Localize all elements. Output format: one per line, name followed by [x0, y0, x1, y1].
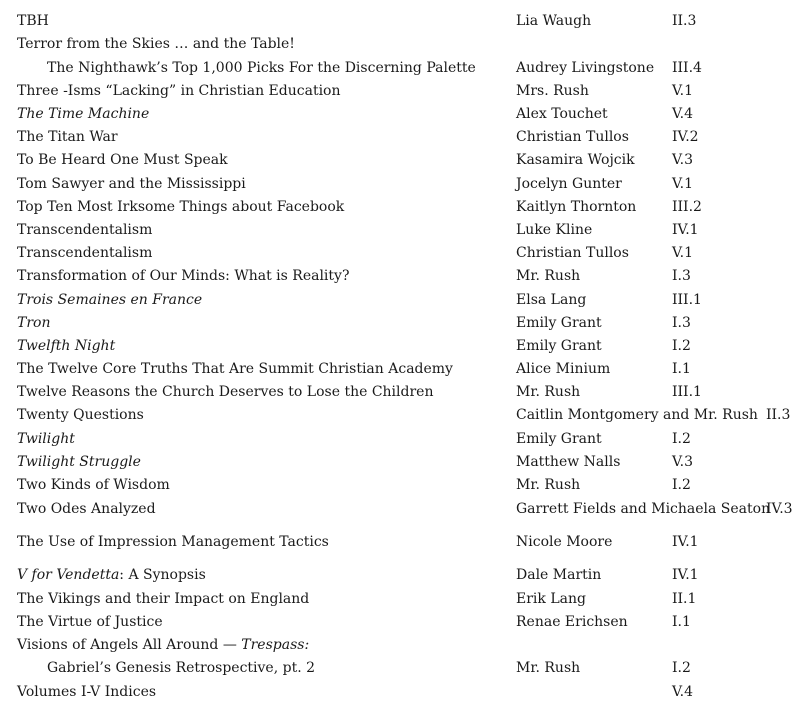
- entry-author: Alice Minium: [516, 361, 611, 377]
- entry-author: Emily Grant: [516, 338, 602, 354]
- list-item: [0, 498, 808, 521]
- entry-author: Audrey Livingstone: [516, 60, 655, 76]
- list-item: [0, 634, 808, 657]
- entry-issue: I.3: [672, 315, 691, 331]
- entry-title: To Be Heard One Must Speak: [17, 152, 228, 168]
- entry-issue: II.3: [766, 407, 791, 423]
- list-item: [0, 657, 808, 680]
- entry-issue: V.1: [672, 83, 694, 99]
- entry-author: Jocelyn Gunter: [516, 176, 622, 192]
- entry-author: Garrett Fields and Michaela Seaton: [516, 501, 771, 517]
- entry-title-rest: : A Synopsis: [119, 567, 206, 583]
- entry-title: [17, 634, 309, 657]
- list-item: [0, 358, 808, 381]
- entry-title: The Use of Impression Management Tactics: [17, 534, 329, 550]
- entry-title: Top Ten Most Irksome Things about Facebook: [17, 199, 345, 215]
- entry-author: Mrs. Rush: [516, 83, 589, 99]
- entry-author: Mr. Rush: [516, 268, 581, 284]
- entry-title: Gabriel’s Genesis Retrospective, pt. 2: [47, 660, 316, 676]
- entry-author: Mr. Rush: [516, 384, 581, 400]
- entry-title: Tom Sawyer and the Mississippi: [17, 176, 246, 192]
- entry-issue: I.2: [672, 338, 691, 354]
- entry-author: Erik Lang: [516, 591, 586, 607]
- list-item: [0, 451, 808, 474]
- entry-title: The Virtue of Justice: [17, 614, 163, 630]
- list-item: [0, 242, 808, 265]
- entry-author: Luke Kline: [516, 222, 593, 238]
- entry-issue: V.1: [672, 176, 694, 192]
- list-item: [0, 10, 808, 33]
- entry-issue: IV.1: [672, 534, 699, 550]
- entry-author: Christian Tullos: [516, 245, 629, 261]
- entry-issue: V.3: [672, 454, 694, 470]
- entry-issue: IV.3: [766, 501, 793, 517]
- entry-issue: II.1: [672, 591, 697, 607]
- list-item: [0, 219, 808, 242]
- entry-title: Twelve Reasons the Church Deserves to Lose the Children: [17, 384, 434, 400]
- list-item: [0, 173, 808, 196]
- entry-title: Transcendentalism: [17, 222, 153, 238]
- list-item: [0, 404, 808, 427]
- entry-title: Transcendentalism: [17, 245, 153, 261]
- list-item: [0, 149, 808, 172]
- entry-title: Tron: [17, 315, 51, 331]
- list-item: [0, 57, 808, 80]
- entry-title: The Twelve Core Truths That Are Summit Christian Academy: [17, 361, 453, 377]
- entry-title: Twilight: [17, 431, 75, 447]
- entry-author: Mr. Rush: [516, 477, 581, 493]
- entry-title: Twenty Questions: [17, 407, 144, 423]
- entry-author: Nicole Moore: [516, 534, 613, 550]
- entry-title: The Nighthawk’s Top 1,000 Picks For the Discerning Palette: [47, 60, 476, 76]
- entry-author: Kaitlyn Thornton: [516, 199, 637, 215]
- entry-author: Mr. Rush: [516, 660, 581, 676]
- list-item: [0, 474, 808, 497]
- list-item: [0, 312, 808, 335]
- entry-issue: II.3: [672, 13, 697, 29]
- list-item: [0, 564, 808, 587]
- entry-title: [17, 564, 206, 587]
- list-item: [0, 126, 808, 149]
- list-item: [0, 681, 808, 704]
- entry-title-italic: V for Vendetta: [17, 567, 120, 583]
- entry-author: Christian Tullos: [516, 129, 629, 145]
- entry-issue: III.4: [672, 60, 702, 76]
- entry-title: Two Odes Analyzed: [17, 501, 156, 517]
- entry-author: Emily Grant: [516, 315, 602, 331]
- entry-title: The Time Machine: [17, 106, 150, 122]
- entry-title: Terror from the Skies … and the Table!: [17, 36, 295, 52]
- entry-issue: V.1: [672, 245, 694, 261]
- list-item: [0, 611, 808, 634]
- entry-title-italic: Trespass:: [241, 637, 310, 653]
- list-item: [0, 289, 808, 312]
- list-item: [0, 335, 808, 358]
- list-item: [0, 80, 808, 103]
- entry-title-lead: Visions of Angels All Around —: [17, 637, 242, 653]
- entry-title: Trois Semaines en France: [17, 292, 203, 308]
- entry-title: Twilight Struggle: [17, 454, 141, 470]
- entry-issue: I.2: [672, 431, 691, 447]
- entry-title: Two Kinds of Wisdom: [17, 477, 170, 493]
- entry-issue: III.2: [672, 199, 702, 215]
- entry-author: Elsa Lang: [516, 292, 587, 308]
- entry-issue: I.2: [672, 477, 691, 493]
- entry-title: Volumes I-V Indices: [17, 684, 157, 700]
- entry-issue: V.4: [672, 684, 694, 700]
- entry-author: Matthew Nalls: [516, 454, 621, 470]
- entry-author: Emily Grant: [516, 431, 602, 447]
- list-item: [0, 265, 808, 288]
- entry-author: Lia Waugh: [516, 13, 592, 29]
- entry-issue: I.2: [672, 660, 691, 676]
- entry-author: Alex Touchet: [516, 106, 608, 122]
- list-item: [0, 196, 808, 219]
- entry-issue: V.3: [672, 152, 694, 168]
- entry-title: The Vikings and their Impact on England: [17, 591, 310, 607]
- list-item: [0, 531, 808, 554]
- entry-title: Three -Isms “Lacking” in Christian Education: [17, 83, 341, 99]
- entry-author: Dale Martin: [516, 567, 602, 583]
- entry-author: Kasamira Wojcik: [516, 152, 635, 168]
- entry-title: The Titan War: [17, 129, 118, 145]
- list-item: [0, 33, 808, 56]
- entry-issue: III.1: [672, 292, 702, 308]
- entry-issue: III.1: [672, 384, 702, 400]
- list-item: [0, 381, 808, 404]
- entry-issue: V.4: [672, 106, 694, 122]
- entry-author: Caitlin Montgomery and Mr. Rush: [516, 407, 758, 423]
- entry-issue: I.1: [672, 361, 691, 377]
- entry-author: Renae Erichsen: [516, 614, 628, 630]
- list-item: [0, 428, 808, 451]
- list-item: [0, 588, 808, 611]
- list-item: [0, 103, 808, 126]
- entry-title: Twelfth Night: [17, 338, 116, 354]
- entry-issue: I.3: [672, 268, 691, 284]
- entry-title: TBH: [17, 13, 49, 29]
- entry-issue: I.1: [672, 614, 691, 630]
- entry-title: Transformation of Our Minds: What is Reality?: [17, 268, 350, 284]
- entry-issue: IV.1: [672, 222, 699, 238]
- entry-issue: IV.2: [672, 129, 699, 145]
- entry-issue: IV.1: [672, 567, 699, 583]
